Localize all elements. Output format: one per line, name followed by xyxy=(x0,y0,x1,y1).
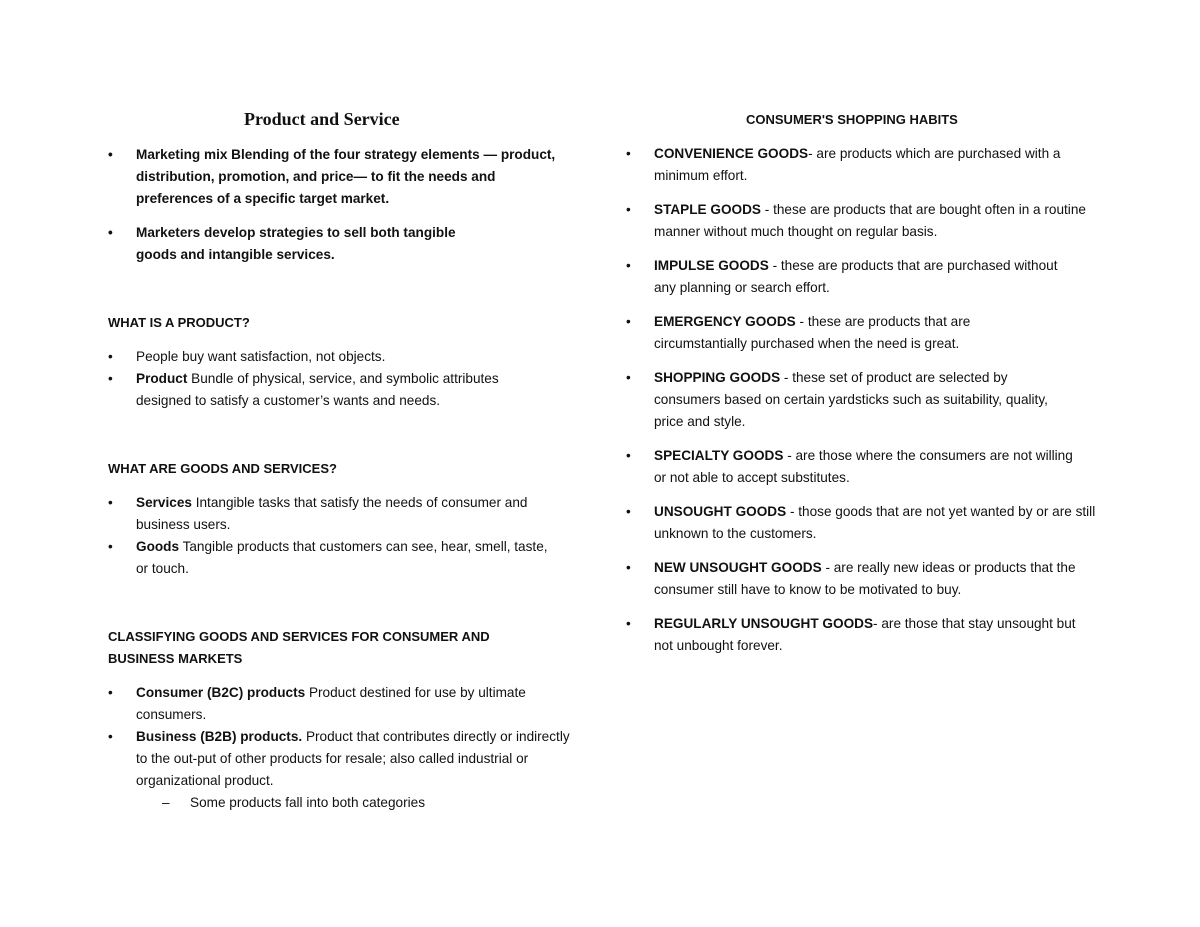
item-text: Consumer (B2C) products Product destined for use by ultimate consumers. xyxy=(136,685,526,722)
bullet-icon: • xyxy=(626,504,631,519)
shopping-habits-title: CONSUMER'S SHOPPING HABITS xyxy=(746,112,958,127)
bullet-icon: • xyxy=(108,349,113,364)
item-text: Business (B2B) products. Product that contributes directly or indirectly to the out-put of other products for resale; also called industrial or organizational product. xyxy=(136,729,570,788)
bullet-icon: • xyxy=(108,371,113,386)
bullet-icon: • xyxy=(108,225,113,240)
bullet-icon: • xyxy=(626,560,631,575)
dash-icon: – xyxy=(162,795,170,810)
bullet-icon: • xyxy=(626,314,631,329)
bullet-icon: • xyxy=(108,495,113,510)
item-text: SPECIALTY GOODS - are those where the consumers are not willing or not able to accept substitutes. xyxy=(654,448,1073,485)
bullet-icon: • xyxy=(626,146,631,161)
bullet-icon: • xyxy=(626,448,631,463)
item-text: People buy want satisfaction, not objects. xyxy=(136,349,386,364)
item-text: EMERGENCY GOODS - these are products that are circumstantially purchased when the need is great. xyxy=(654,314,971,351)
item-text: UNSOUGHT GOODS - those goods that are not yet wanted by or are still unknown to the customers. xyxy=(654,504,1096,541)
section-heading: WHAT IS A PRODUCT? xyxy=(108,315,250,330)
bullet-icon: • xyxy=(108,539,113,554)
item-text: CONVENIENCE GOODS- are products which are purchased with a minimum effort. xyxy=(654,146,1061,183)
bullet-icon: • xyxy=(626,258,631,273)
item-text: REGULARLY UNSOUGHT GOODS- are those that stay unsought but not unbought forever. xyxy=(654,616,1076,653)
page-title: Product and Service xyxy=(244,109,400,129)
section-heading: CLASSIFYING GOODS AND SERVICES FOR CONSUMER AND BUSINESS MARKETS xyxy=(108,629,490,666)
bullet-icon: • xyxy=(108,147,113,162)
item-text: IMPULSE GOODS - these are products that are purchased without any planning or search effort. xyxy=(654,258,1058,295)
item-text: STAPLE GOODS - these are products that are bought often in a routine manner without much thought on regular basis. xyxy=(654,202,1086,239)
item-text: Product Bundle of physical, service, and symbolic attributes designed to satisfy a customer’s wants and needs. xyxy=(136,371,499,408)
item-text: NEW UNSOUGHT GOODS - are really new ideas or products that the consumer still have to know to be motivated to buy. xyxy=(654,560,1076,597)
bullet-icon: • xyxy=(626,616,631,631)
item-text: Services Intangible tasks that satisfy the needs of consumer and business users. xyxy=(136,495,528,532)
intro-text: Marketers develop strategies to sell both tangible goods and intangible services. xyxy=(136,225,456,262)
sub-list-item: Some products fall into both categories xyxy=(190,795,426,810)
bullet-icon: • xyxy=(626,370,631,385)
bullet-icon: • xyxy=(626,202,631,217)
bullet-icon: • xyxy=(108,729,113,744)
item-text: SHOPPING GOODS - these set of product are selected by consumers based on certain yardsticks such as suitability, quality, price and style. xyxy=(654,370,1048,429)
section-heading: WHAT ARE GOODS AND SERVICES? xyxy=(108,461,337,476)
bullet-icon: • xyxy=(108,685,113,700)
intro-text: Marketing mix Blending of the four strategy elements — product, distribution, promotion, and price— to fit the needs and preferences of a specific target market. xyxy=(136,147,556,206)
item-text: Goods Tangible products that customers can see, hear, smell, taste, or touch. xyxy=(136,539,548,576)
